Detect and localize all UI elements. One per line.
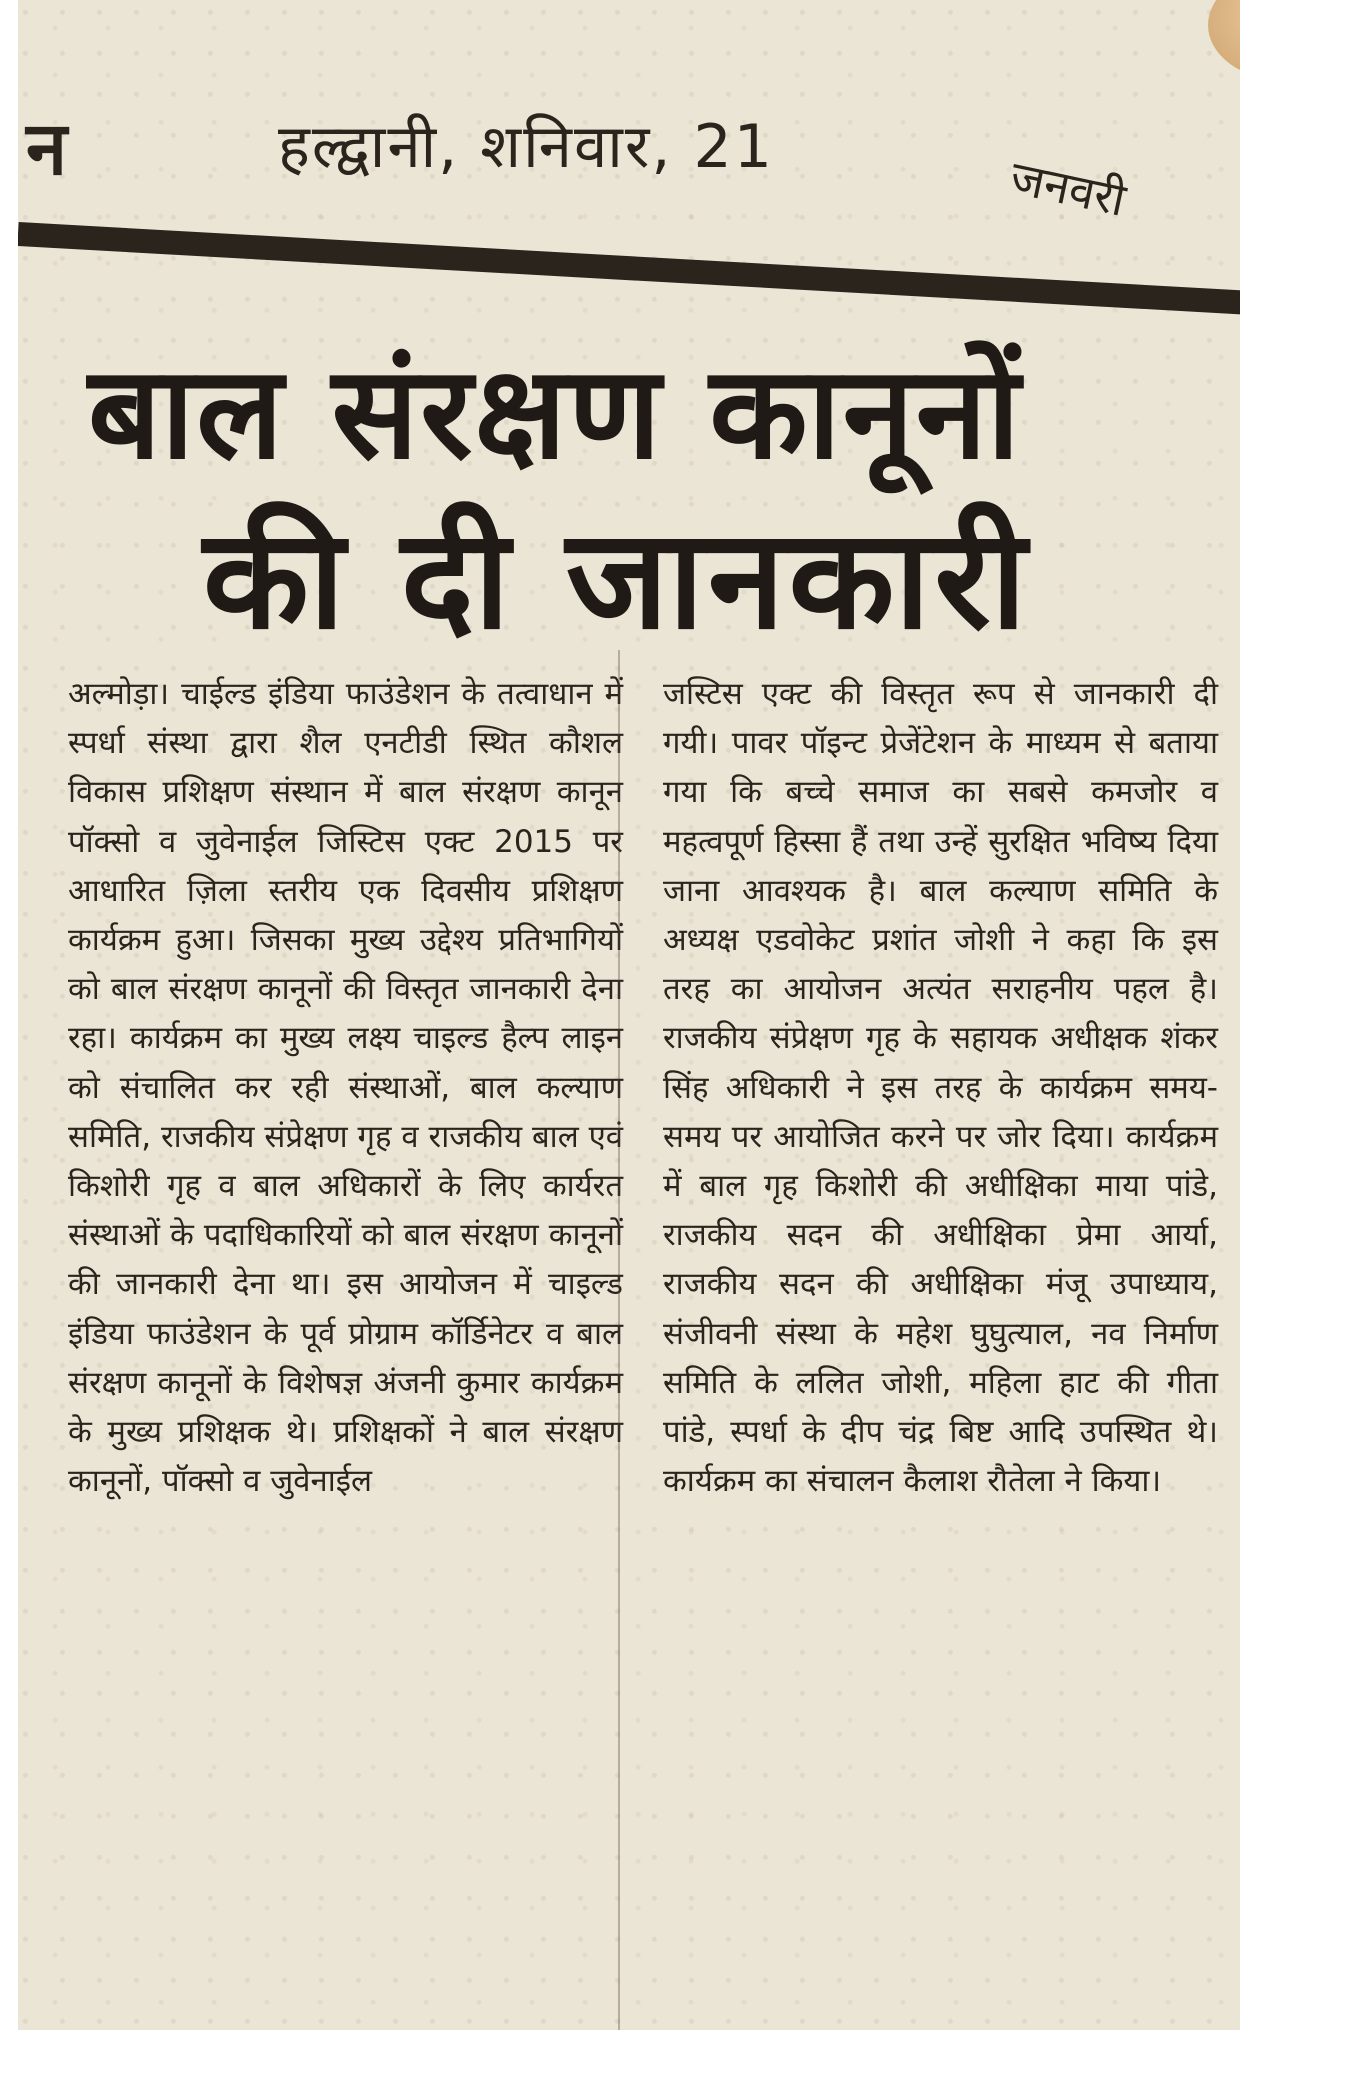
scan-margin bbox=[1240, 0, 1362, 2084]
masthead-fragment: न bbox=[26, 106, 68, 192]
place-and-day: हल्द्वानी, शनिवार, 21 bbox=[278, 112, 774, 182]
paper-fold-line bbox=[618, 650, 620, 2030]
article-column-left: अल्मोड़ा। चाईल्ड इंडिया फाउंडेशन के तत्वाधान में स्पर्धा संस्था द्वारा शैल एनटीडी स्थित कौशल विकास प्रशिक्षण संस्थान में बाल संरक्षण कानून पॉक्सो व जुवेनाईल जिस्टिस एक्ट 2015 पर आधारित ज़िला स्तरीय एक दिवसीय प्रशिक्षण कार्यक्रम हुआ। जिसका मुख्य उद्देश्य प्रतिभागियों को बाल संरक्षण कानूनों की विस्तृत जानकारी देना रहा। कार्यक्रम का मुख्य लक्ष्य चाइल्ड हैल्प लाइन को संचालित कर रही संस्थाओं, बाल कल्याण समिति, राजकीय संप्रेक्षण गृह व राजकीय बाल एवं किशोरी गृह व बाल अधिकारों के लिए कार्यरत संस्थाओं के पदाधिकारियों को बाल संरक्षण कानूनों की जानकारी देना था। इस आयोजन में चाइल्ड इंडिया फाउंडेशन के पूर्व प्रोग्राम कॉर्डिनेटर व बाल संरक्षण कानूनों के विशेषज्ञ अंजनी कुमार कार्यक्रम के मुख्य प्रशिक्षक थे। प्रशिक्षकों ने बाल संरक्षण कानूनों, पॉक्सो व जुवेनाईल bbox=[68, 676, 623, 1500]
dateline bbox=[18, 95, 1218, 227]
month: जनवरी bbox=[1005, 149, 1131, 227]
headline-line-2: की दी जानकारी bbox=[203, 499, 1031, 660]
headline-line-1: बाल संरक्षण कानूनों bbox=[88, 339, 1023, 488]
masthead-rule bbox=[18, 222, 1258, 319]
newspaper-clipping bbox=[18, 0, 1258, 2030]
article-column-right: जस्टिस एक्ट की विस्तृत रूप से जानकारी दी गयी। पावर पॉइन्ट प्रेजेंटेशन के माध्यम से बताया गया कि बच्चे समाज का सबसे कमजोर व महत्वपूर्ण हिस्सा हैं तथा उन्हें सुरक्षित भविष्य दिया जाना आवश्यक है। बाल कल्याण समिति के अध्यक्ष एडवोकेट प्रशांत जोशी ने कहा कि इस तरह का आयोजन अत्यंत सराहनीय पहल है। राजकीय संप्रेक्षण गृह के सहायक अधीक्षक शंकर सिंह अधिकारी ने इस तरह के कार्यक्रम समय-समय पर आयोजित करने पर जोर दिया। कार्यक्रम में बाल गृह किशोरी की अधीक्षिका माया पांडे, राजकीय सदन की अधीक्षिका प्रेमा आर्या, राजकीय सदन की अधीक्षिका मंजू उपाध्याय, संजीवनी संस्था के महेश घुघुत्याल, नव निर्माण समिति के ललित जोशी, महिला हाट की गीता पांडे, स्पर्धा के दीप चंद्र बिष्ट आदि उपस्थित थे। कार्यक्रम का संचालन कैलाश रौतेला ने किया। bbox=[663, 676, 1218, 1500]
